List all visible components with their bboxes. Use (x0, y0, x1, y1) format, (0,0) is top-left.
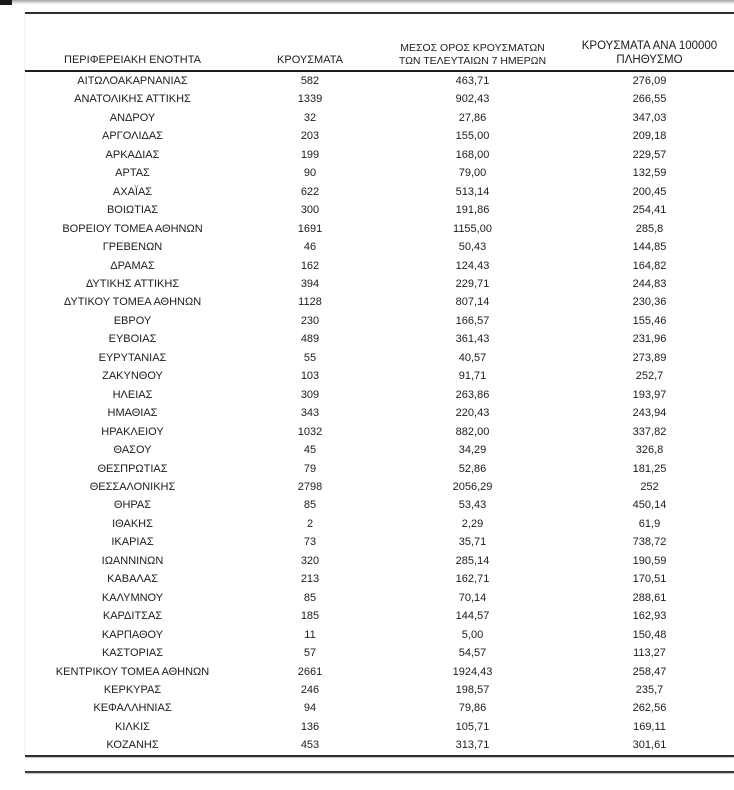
cases-cell: 162 (300, 259, 320, 272)
header-row (25, 13, 734, 71)
region-cell: ΘΗΡΑΣ (113, 499, 152, 512)
table-row (25, 330, 734, 348)
avg7-cell: 155,00 (455, 130, 490, 143)
table-row (25, 312, 734, 330)
avg7-cell: 882,00 (455, 425, 490, 438)
region-cell: ΚΙΛΚΙΣ (115, 720, 150, 733)
region-cell: ΚΑΒΑΛΑΣ (107, 573, 158, 586)
avg7-cell: 34,29 (458, 444, 487, 457)
avg7-cell: 807,14 (455, 296, 490, 309)
per100k-cell: 200,45 (632, 185, 667, 198)
per100k-cell: 61,9 (638, 517, 661, 530)
per100k-cell: 190,59 (632, 554, 667, 567)
region-cell: ΚΑΡΠΑΘΟΥ (101, 628, 164, 641)
per100k-cell: 132,59 (632, 167, 667, 180)
per100k-cell: 193,97 (632, 388, 667, 401)
table-row (25, 257, 734, 275)
per100k-cell: 244,83 (632, 277, 667, 290)
cases-table (25, 12, 734, 757)
region-cell: ΑΡΤΑΣ (115, 167, 150, 180)
per100k-cell: 162,93 (632, 610, 667, 623)
per100k-cell: 450,14 (632, 499, 667, 512)
cases-cell: 213 (300, 573, 320, 586)
header-cases (240, 13, 380, 71)
per100k-cell: 276,09 (632, 75, 667, 87)
header-regional-unit (25, 13, 240, 71)
table-row (25, 441, 734, 459)
per100k-cell: 155,46 (632, 314, 667, 327)
avg7-cell: 91,71 (458, 370, 487, 383)
region-cell: ΚΑΛΥΜΝΟΥ (101, 591, 164, 604)
per100k-cell: 113,27 (633, 647, 666, 660)
cases-cell: 622 (300, 185, 320, 198)
per100k-cell: 243,94 (632, 407, 667, 420)
cases-cell: 230 (300, 314, 320, 327)
per100k-cell: 254,41 (632, 204, 667, 217)
header-cases-label: ΚΡΟΥΣΜΑΤΑ (277, 54, 343, 66)
table-row (25, 644, 734, 662)
region-cell: ΔΥΤΙΚΗΣ ΑΤΤΙΚΗΣ (85, 277, 180, 290)
per100k-cell: 181,25 (632, 462, 667, 475)
per100k-cell: 326,8 (635, 444, 664, 457)
avg7-cell: 105,71 (455, 720, 490, 733)
per100k-cell: 266,55 (632, 93, 667, 106)
avg7-cell: 2,29 (461, 517, 484, 530)
table-row (25, 496, 734, 514)
avg7-cell: 27,86 (458, 111, 487, 124)
header-regional-unit-label: ΠΕΡΙΦΕΡΕΙΑΚΗ ΕΝΟΤΗΤΑ (64, 54, 201, 66)
region-cell: ΗΜΑΘΙΑΣ (107, 407, 158, 420)
header-avg-7day-line1: ΜΕΣΟΣ ΟΡΟΣ ΚΡΟΥΣΜΑΤΩΝ (400, 42, 545, 54)
per100k-cell: 235,7 (635, 683, 664, 696)
per100k-cell: 738,72 (632, 536, 667, 549)
table-row (25, 663, 734, 681)
region-cell: ΚΟΖΑΝΗΣ (106, 739, 159, 752)
avg7-cell: 70,14 (458, 591, 487, 604)
table-row (25, 718, 734, 736)
avg7-cell: 40,57 (458, 351, 487, 364)
table-row (25, 626, 734, 644)
avg7-cell: 1155,00 (453, 222, 492, 235)
cases-cell: 320 (300, 554, 320, 567)
table-row (25, 183, 734, 201)
table-row (25, 423, 734, 441)
avg7-cell: 198,57 (455, 683, 490, 696)
avg7-cell: 463,71 (455, 75, 490, 87)
region-cell: ΘΑΣΟΥ (113, 444, 152, 457)
per100k-cell: 209,18 (632, 130, 667, 143)
cases-cell: 246 (300, 683, 320, 696)
cases-cell: 136 (300, 720, 320, 733)
cases-cell: 79 (303, 462, 317, 475)
cases-cell: 343 (300, 407, 320, 420)
cases-cell: 453 (300, 739, 320, 752)
cases-cell: 1339 (297, 93, 323, 106)
cases-cell: 32 (303, 111, 317, 124)
avg7-cell: 54,57 (458, 647, 487, 660)
table-header (25, 13, 734, 71)
region-cell: ΓΡΕΒΕΝΩΝ (102, 241, 163, 254)
cases-cell: 309 (300, 388, 320, 401)
per100k-cell: 288,61 (632, 591, 667, 604)
avg7-cell: 313,71 (455, 739, 490, 752)
avg7-cell: 5,00 (461, 628, 484, 641)
region-cell: ΖΑΚΥΝΘΟΥ (102, 370, 163, 383)
avg7-cell: 263,86 (455, 388, 490, 401)
cases-cell: 103 (300, 370, 320, 383)
per100k-cell: 170,51 (632, 573, 667, 586)
header-cases-per-100k (565, 13, 734, 71)
table-row (25, 552, 734, 570)
region-cell: ΚΕΝΤΡΙΚΟΥ ΤΟΜΕΑ ΑΘΗΝΩΝ (55, 665, 210, 678)
per100k-cell: 337,82 (632, 425, 667, 438)
table-row (25, 570, 734, 588)
cases-cell: 394 (300, 277, 320, 290)
table-row (25, 515, 734, 533)
avg7-cell: 513,14 (455, 185, 490, 198)
corner-artifact-mark (0, 0, 12, 5)
avg7-cell: 168,00 (455, 148, 490, 161)
cases-cell: 199 (300, 148, 320, 161)
table-row (25, 146, 734, 164)
avg7-cell: 902,43 (455, 93, 490, 106)
table-row (25, 736, 734, 755)
cases-cell: 55 (303, 351, 317, 364)
table-row (25, 90, 734, 108)
avg7-cell: 166,57 (455, 314, 490, 327)
cases-cell: 85 (303, 591, 317, 604)
avg7-cell: 191,86 (455, 204, 490, 217)
header-cases-per-100k-line1: ΚΡΟΥΣΜΑΤΑ ΑΝΑ 100000 (581, 40, 718, 52)
avg7-cell: 229,71 (455, 277, 490, 290)
table-row (25, 109, 734, 127)
cases-cell: 582 (300, 75, 320, 87)
per100k-cell: 252,7 (635, 370, 664, 383)
top-edge-shadow (0, 0, 734, 5)
cases-cell: 2 (306, 517, 314, 530)
cases-cell: 300 (300, 204, 320, 217)
table-row (25, 386, 734, 404)
header-cases-per-100k-line2: ΠΛΗΘΥΣΜΟ (616, 53, 683, 66)
region-cell: ΙΘΑΚΗΣ (112, 517, 153, 530)
table-row (25, 460, 734, 478)
per100k-cell: 252 (640, 480, 659, 493)
cases-cell: 2661 (297, 665, 323, 678)
cases-cell: 1691 (297, 222, 323, 235)
table-row (25, 220, 734, 238)
avg7-cell: 220,43 (455, 407, 490, 420)
avg7-cell: 285,14 (455, 554, 490, 567)
cases-cell: 73 (303, 536, 317, 549)
avg7-cell: 162,71 (455, 573, 490, 586)
avg7-cell: 53,43 (458, 499, 487, 512)
table-body (25, 71, 734, 756)
region-cell: ΚΕΦΑΛΛΗΝΙΑΣ (93, 702, 172, 715)
per100k-cell: 347,03 (632, 111, 667, 124)
avg7-cell: 144,57 (455, 610, 490, 623)
table-row (25, 533, 734, 551)
region-cell: ΚΑΡΔΙΤΣΑΣ (102, 610, 163, 623)
avg7-cell: 124,43 (455, 259, 490, 272)
cases-cell: 2798 (297, 480, 323, 493)
avg7-cell: 361,43 (455, 333, 490, 346)
cases-cell: 46 (303, 241, 317, 254)
region-cell: ΙΩΑΝΝΙΝΩΝ (101, 554, 164, 567)
table-row (25, 127, 734, 145)
cases-cell: 85 (303, 499, 317, 512)
cases-table-container (25, 12, 734, 757)
per100k-cell: 285,8 (635, 222, 664, 235)
region-cell: ΘΕΣΠΡΩΤΙΑΣ (97, 462, 168, 475)
avg7-cell: 50,43 (458, 241, 487, 254)
table-row (25, 681, 734, 699)
table-row (25, 164, 734, 182)
per100k-cell: 262,56 (632, 702, 667, 715)
per100k-cell: 229,57 (632, 148, 667, 161)
header-avg-7day-line2: ΤΩΝ ΤΕΛΕΥΤΑΙΩΝ 7 ΗΜΕΡΩΝ (398, 54, 547, 67)
bottom-horizontal-rule (25, 771, 734, 773)
region-cell: ΘΕΣΣΑΛΟΝΙΚΗΣ (89, 480, 176, 493)
table-row (25, 699, 734, 717)
region-cell: ΚΑΣΤΟΡΙΑΣ (101, 647, 164, 660)
region-cell: ΒΟΙΩΤΙΑΣ (106, 204, 159, 217)
avg7-cell: 2056,29 (452, 480, 493, 493)
per100k-cell: 231,96 (632, 333, 667, 346)
region-cell: ΑΧΑΪΑΣ (112, 185, 153, 198)
header-avg-7day (380, 13, 565, 71)
cases-cell: 1032 (297, 425, 323, 438)
cases-cell: 185 (300, 610, 320, 623)
region-cell: ΑΡΚΑΔΙΑΣ (105, 148, 160, 161)
region-cell: ΗΡΑΚΛΕΙΟΥ (101, 425, 164, 438)
table-row (25, 201, 734, 219)
region-cell: ΑΡΓΟΛΙΔΑΣ (102, 130, 163, 143)
region-cell: ΕΥΒΟΙΑΣ (108, 333, 157, 346)
cases-cell: 90 (303, 167, 317, 180)
per100k-cell: 144,85 (632, 241, 667, 254)
cases-cell: 94 (303, 702, 317, 715)
per100k-cell: 273,89 (632, 351, 667, 364)
table-row (25, 71, 734, 90)
per100k-cell: 164,82 (632, 259, 667, 272)
region-cell: ΕΥΡΥΤΑΝΙΑΣ (98, 351, 167, 364)
per100k-cell: 150,48 (632, 628, 667, 641)
table-row (25, 478, 734, 496)
avg7-cell: 79,86 (458, 702, 487, 715)
avg7-cell: 79,00 (458, 167, 487, 180)
region-cell: ΒΟΡΕΙΟΥ ΤΟΜΕΑ ΑΘΗΝΩΝ (62, 222, 203, 235)
table-row (25, 404, 734, 422)
per100k-cell: 230,36 (632, 296, 667, 309)
table-row (25, 367, 734, 385)
cases-cell: 11 (304, 628, 316, 641)
table-row (25, 607, 734, 625)
region-cell: ΔΥΤΙΚΟΥ ΤΟΜΕΑ ΑΘΗΝΩΝ (63, 296, 202, 309)
region-cell: ΕΒΡΟΥ (113, 314, 152, 327)
table-row (25, 293, 734, 311)
region-cell: ΔΡΑΜΑΣ (110, 259, 155, 272)
region-cell: ΑΙΤΩΛΟΑΚΑΡΝΑΝΙΑΣ (77, 75, 188, 87)
avg7-cell: 1924,43 (452, 665, 493, 678)
region-cell: ΗΛΕΙΑΣ (112, 388, 153, 401)
region-cell: ΙΚΑΡΙΑΣ (111, 536, 154, 549)
region-cell: ΑΝΑΤΟΛΙΚΗΣ ΑΤΤΙΚΗΣ (74, 93, 191, 106)
cases-cell: 45 (303, 444, 317, 457)
cases-cell: 57 (303, 647, 317, 660)
table-row (25, 275, 734, 293)
table-row (25, 589, 734, 607)
avg7-cell: 35,71 (458, 536, 487, 549)
cases-cell: 489 (300, 333, 320, 346)
table-row (25, 349, 734, 367)
per100k-cell: 301,61 (632, 739, 667, 752)
region-cell: ΑΝΔΡΟΥ (109, 111, 156, 124)
per100k-cell: 169,11 (633, 720, 666, 733)
table-row (25, 238, 734, 256)
cases-cell: 1128 (298, 296, 322, 309)
avg7-cell: 52,86 (458, 462, 487, 475)
cases-cell: 203 (300, 130, 320, 143)
region-cell: ΚΕΡΚΥΡΑΣ (103, 683, 162, 696)
per100k-cell: 258,47 (632, 665, 667, 678)
